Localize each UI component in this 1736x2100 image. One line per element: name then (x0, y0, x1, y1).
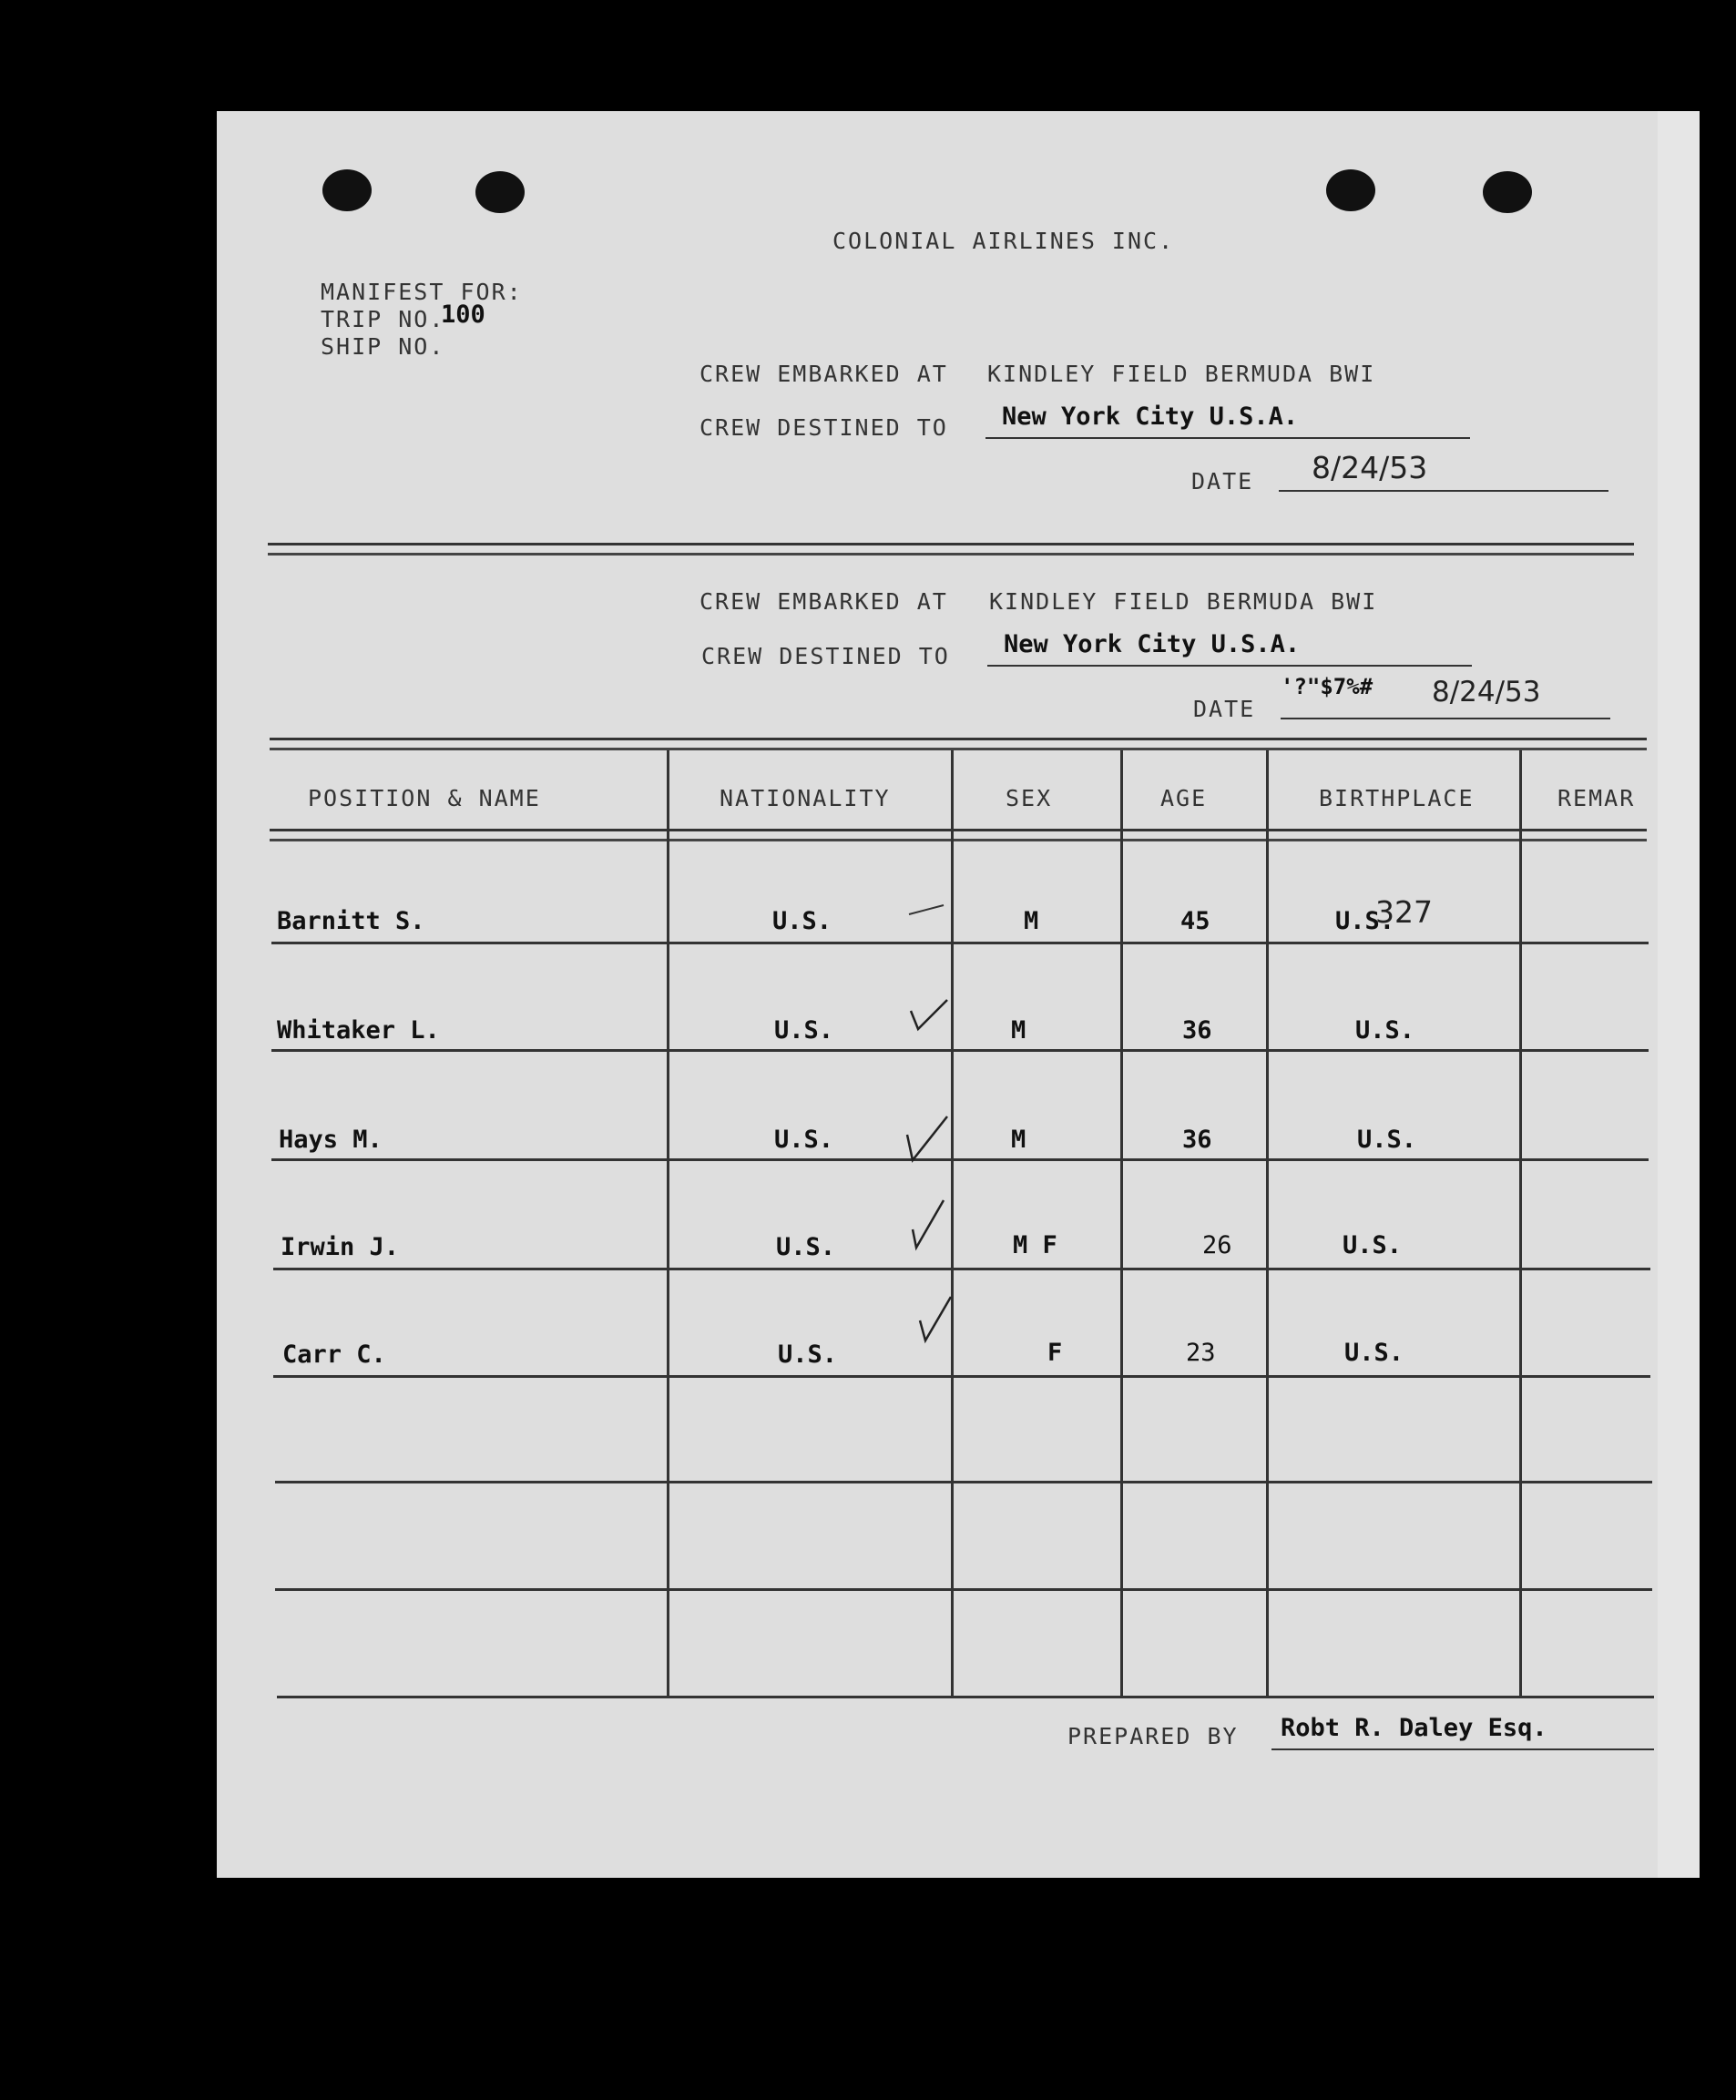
punch-hole-icon (1483, 171, 1532, 213)
date-value: 8/24/53 (1312, 450, 1428, 485)
trip-no-value: 100 (441, 301, 485, 329)
column-divider (1266, 750, 1269, 1697)
crew-sex: M F (1013, 1231, 1057, 1259)
crew-sex: M (1011, 1126, 1026, 1154)
date-label: DATE (1193, 696, 1256, 722)
destined-label: CREW DESTINED TO (701, 643, 950, 669)
crew-name: Whitaker L. (277, 1016, 440, 1045)
date-label: DATE (1191, 468, 1254, 494)
company-name: COLONIAL AIRLINES INC. (832, 228, 1175, 254)
row-rule (271, 942, 1649, 944)
embarked-label: CREW EMBARKED AT (700, 588, 948, 615)
check-mark-icon (907, 902, 947, 923)
crew-nationality: U.S. (774, 1016, 834, 1045)
date-value: 8/24/53 (1432, 676, 1541, 708)
table-top-rule (270, 738, 1647, 750)
check-mark-icon (904, 1113, 951, 1164)
crew-birthplace: U.S. (1355, 1016, 1415, 1045)
check-mark-icon (907, 1197, 951, 1251)
trip-no-label: TRIP NO. (321, 306, 445, 332)
crew-sex: M (1024, 907, 1039, 935)
crew-sex: F (1047, 1339, 1063, 1367)
column-divider (1519, 750, 1522, 1697)
destined-underline (985, 437, 1470, 439)
crew-age: 36 (1182, 1016, 1212, 1045)
table-header-rule (270, 829, 1647, 841)
date-underline (1279, 490, 1608, 492)
destined-place: New York City U.S.A. (1002, 403, 1299, 431)
crew-nationality: U.S. (778, 1341, 838, 1369)
crew-nationality: U.S. (774, 1126, 834, 1154)
row-rule (271, 1049, 1649, 1052)
crew-age: 45 (1180, 907, 1210, 935)
check-mark-icon (907, 996, 951, 1033)
destined-place: New York City U.S.A. (1004, 630, 1301, 658)
row-rule (275, 1588, 1652, 1591)
crew-age: 23 (1186, 1339, 1216, 1367)
crew-birthplace: U.S. (1344, 1339, 1404, 1367)
check-mark-icon (914, 1293, 958, 1344)
row-rule (275, 1481, 1652, 1483)
embarked-place: KINDLEY FIELD BERMUDA BWI (989, 588, 1378, 615)
crew-birthplace: U.S. (1357, 1126, 1417, 1154)
crew-name: Hays M. (279, 1126, 383, 1154)
handwritten-note: 327 (1375, 894, 1433, 930)
column-divider (1120, 750, 1123, 1697)
row-rule (273, 1268, 1650, 1270)
row-rule (271, 1158, 1649, 1161)
crew-sex: M (1011, 1016, 1026, 1045)
column-header: REMAR (1557, 785, 1636, 811)
section-divider (268, 543, 1634, 556)
prepared-by-value: Robt R. Daley Esq. (1281, 1714, 1547, 1742)
crew-nationality: U.S. (772, 907, 832, 935)
crew-name: Barnitt S. (277, 907, 425, 935)
date-overstrike: '?"$7%# (1281, 674, 1373, 699)
column-header: SEX (1006, 785, 1053, 811)
crew-age: 26 (1202, 1231, 1232, 1259)
column-header: AGE (1160, 785, 1208, 811)
prepared-by-label: PREPARED BY (1067, 1723, 1239, 1749)
destined-underline (987, 665, 1472, 667)
ship-no-label: SHIP NO. (321, 333, 445, 360)
crew-age: 36 (1182, 1126, 1212, 1154)
column-divider (951, 750, 954, 1697)
crew-birthplace: U.S. (1335, 907, 1395, 935)
embarked-place: KINDLEY FIELD BERMUDA BWI (987, 361, 1376, 387)
manifest-for-label: MANIFEST FOR: (321, 279, 523, 305)
punch-hole-icon (1326, 169, 1375, 211)
crew-birthplace: U.S. (1343, 1231, 1403, 1259)
column-divider (667, 750, 669, 1697)
date-underline (1281, 718, 1610, 719)
column-header: POSITION & NAME (308, 785, 541, 811)
prepared-by-underline (1271, 1748, 1654, 1750)
row-rule (273, 1375, 1650, 1378)
column-header: NATIONALITY (720, 785, 891, 811)
crew-nationality: U.S. (776, 1233, 836, 1261)
punch-hole-icon (322, 169, 372, 211)
page-edge (1658, 111, 1700, 1878)
embarked-label: CREW EMBARKED AT (700, 361, 948, 387)
column-header: BIRTHPLACE (1319, 785, 1475, 811)
table-bottom-rule (277, 1696, 1654, 1698)
punch-hole-icon (475, 171, 525, 213)
destined-label: CREW DESTINED TO (700, 414, 948, 441)
crew-name: Irwin J. (281, 1233, 400, 1261)
crew-name: Carr C. (282, 1341, 386, 1369)
